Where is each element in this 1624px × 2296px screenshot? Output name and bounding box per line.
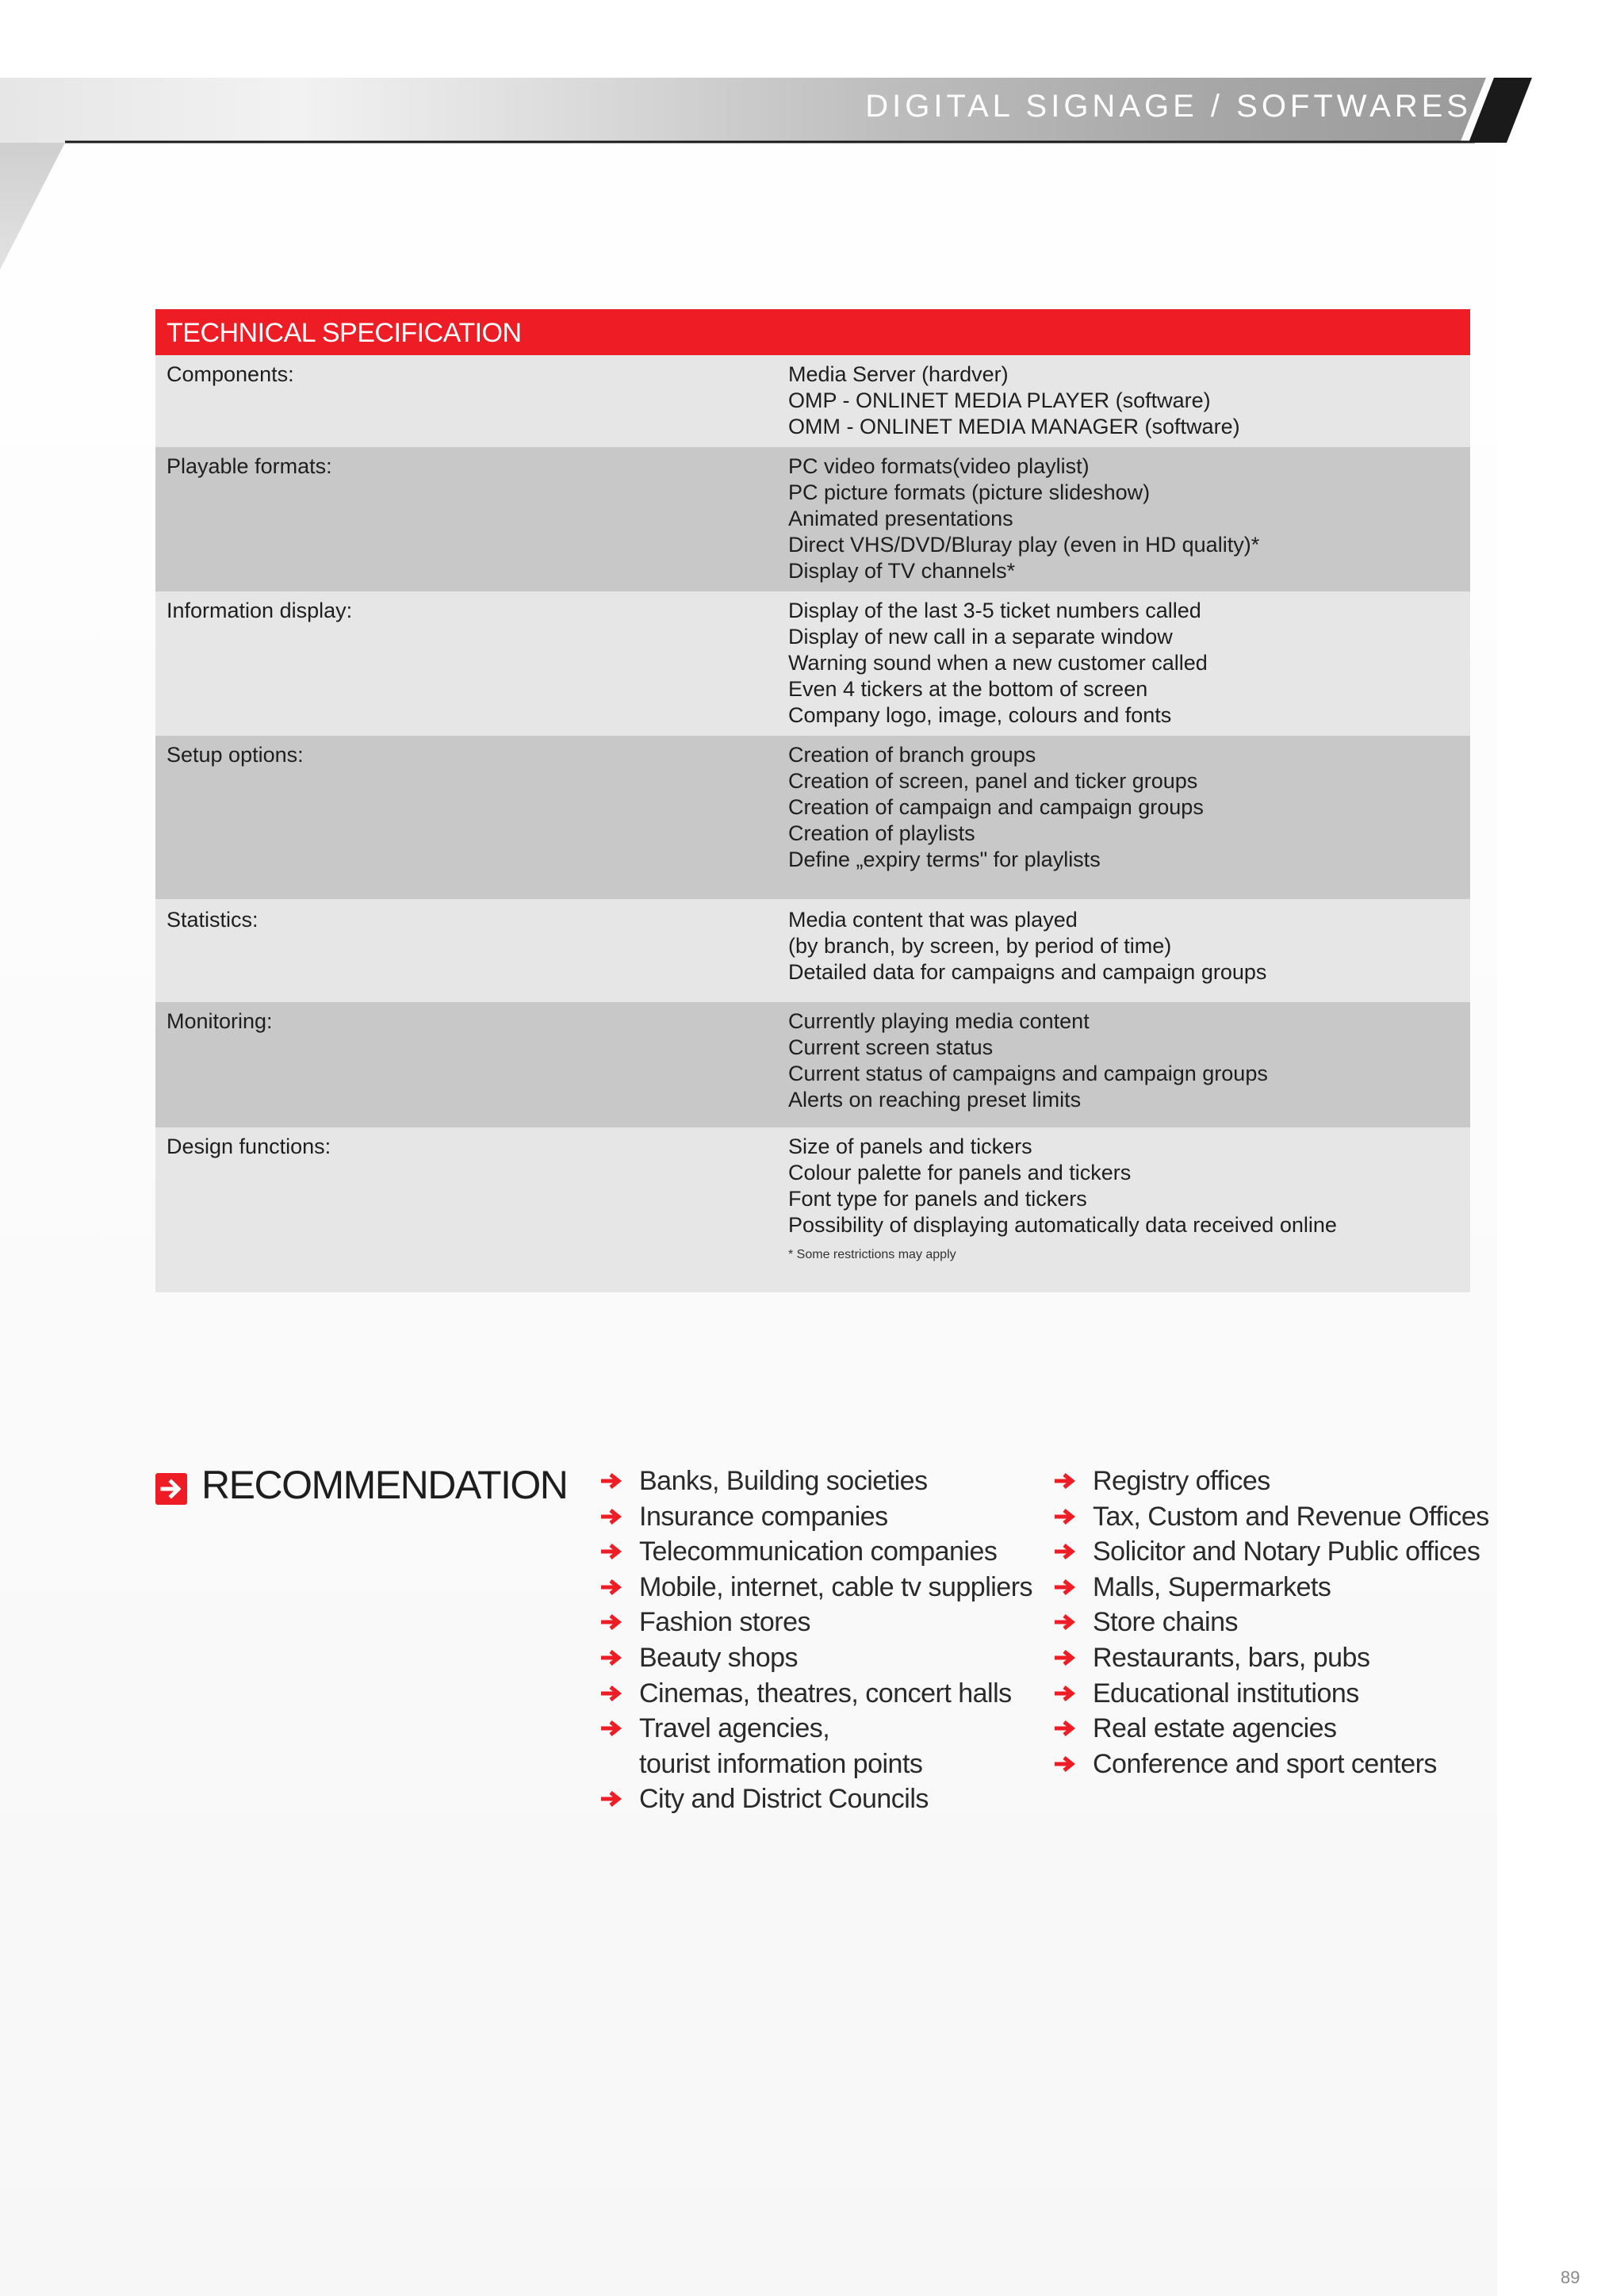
spec-row-playable-formats: [155, 447, 1470, 591]
spec-row-statistics: [155, 899, 1470, 1002]
list-item-label: Travel agencies,: [639, 1713, 830, 1744]
spec-value: Even 4 tickers at the bottom of screen: [788, 677, 1148, 701]
list-item-label: Tax, Custom and Revenue Offices: [1093, 1501, 1489, 1532]
spec-label: Components:: [167, 362, 294, 386]
spec-row-monitoring: [155, 1002, 1470, 1127]
arrow-right-icon: [599, 1613, 623, 1632]
spec-value: PC video formats(video playlist): [788, 454, 1090, 478]
spec-label: Monitoring:: [167, 1009, 273, 1033]
spec-value: Display of the last 3-5 ticket numbers called: [788, 599, 1201, 622]
list-item-label: Educational institutions: [1093, 1678, 1359, 1709]
list-item-label: Solicitor and Notary Public offices: [1093, 1536, 1480, 1567]
arrow-right-icon: [599, 1789, 623, 1808]
spec-row-design-functions: [155, 1127, 1470, 1292]
list-item: [599, 1640, 1032, 1676]
list-item-label: Cinemas, theatres, concert halls: [639, 1678, 1012, 1709]
arrow-right-icon: [599, 1684, 623, 1703]
arrow-right-icon: [1053, 1648, 1077, 1667]
list-item: [599, 1464, 1032, 1499]
list-item-label: Banks, Building societies: [639, 1466, 928, 1496]
arrow-right-icon: [1053, 1471, 1077, 1490]
spec-table: [155, 309, 1470, 1292]
spec-value: OMM - ONLINET MEDIA MANAGER (software): [788, 415, 1240, 438]
list-item: [1053, 1570, 1489, 1605]
spec-value: Creation of campaign and campaign groups: [788, 795, 1204, 819]
spec-row-information-display: [155, 591, 1470, 736]
spec-values: [788, 907, 1266, 985]
list-item: [1053, 1640, 1489, 1676]
page-number: 89: [1561, 2267, 1580, 2287]
arrow-right-icon: [599, 1507, 623, 1526]
arrow-right-icon: [1053, 1542, 1077, 1561]
list-item: [599, 1711, 1032, 1781]
list-item-label: Conference and sport centers: [1093, 1748, 1437, 1779]
list-item-label: City and District Councils: [639, 1784, 929, 1815]
spec-value: Current screen status: [788, 1035, 994, 1059]
spec-values: [788, 1008, 1268, 1113]
arrow-right-icon: [1053, 1755, 1077, 1774]
arrow-right-icon: [599, 1719, 623, 1738]
arrow-right-icon: [599, 1578, 623, 1597]
arrow-right-icon: [1053, 1507, 1077, 1526]
spec-values: [788, 453, 1259, 584]
spec-value: Animated presentations: [788, 507, 1013, 530]
recommendation-list-2: [1053, 1464, 1489, 1781]
spec-value: Company logo, image, colours and fonts: [788, 703, 1172, 727]
spec-value: Currently playing media content: [788, 1009, 1090, 1033]
recommendation-list-1: [599, 1464, 1032, 1817]
list-item-continuation: tourist information points: [639, 1748, 923, 1779]
list-item: [1053, 1747, 1489, 1782]
arrow-right-icon: [1053, 1719, 1077, 1738]
spec-value: Creation of screen, panel and ticker groups: [788, 769, 1198, 793]
spec-values: [788, 598, 1208, 729]
spec-value: Possibility of displaying automatically data received online: [788, 1213, 1337, 1237]
list-item: [1053, 1499, 1489, 1535]
spec-value: Current status of campaigns and campaign groups: [788, 1062, 1268, 1085]
spec-value: PC picture formats (picture slideshow): [788, 480, 1151, 504]
list-item: [599, 1499, 1032, 1535]
spec-value: Media content that was played: [788, 908, 1078, 932]
list-item-label: Telecommunication companies: [639, 1536, 998, 1567]
list-item: [1053, 1711, 1489, 1747]
spec-value: Alerts on reaching preset limits: [788, 1088, 1082, 1112]
arrow-right-icon: [1053, 1578, 1077, 1597]
spec-row-components: [155, 355, 1470, 447]
spec-label: Setup options:: [167, 743, 304, 767]
list-item: [1053, 1534, 1489, 1570]
arrow-right-icon: [155, 1473, 187, 1505]
list-item-label: Real estate agencies: [1093, 1713, 1337, 1744]
header-banner: [0, 0, 1624, 285]
spec-values: [788, 362, 1240, 440]
list-item-label: Registry offices: [1093, 1466, 1270, 1496]
list-item: [599, 1534, 1032, 1570]
spec-value: Creation of playlists: [788, 821, 975, 845]
list-item: [1053, 1676, 1489, 1712]
spec-value: Display of new call in a separate window: [788, 625, 1173, 649]
spec-value: Size of panels and tickers: [788, 1135, 1032, 1158]
spec-value: Direct VHS/DVD/Bluray play (even in HD quality)*: [788, 533, 1260, 557]
spec-label: Statistics:: [167, 908, 259, 932]
list-item-label: Mobile, internet, cable tv suppliers: [639, 1571, 1033, 1602]
arrow-right-icon: [599, 1542, 623, 1561]
spec-value: OMP - ONLINET MEDIA PLAYER (software): [788, 388, 1211, 412]
spec-value: Font type for panels and tickers: [788, 1187, 1087, 1211]
spec-value: Media Server (hardver): [788, 362, 1009, 386]
list-item: [599, 1605, 1032, 1640]
header-graphic: [0, 0, 1624, 285]
spec-value: Creation of branch groups: [788, 743, 1036, 767]
spec-value: Display of TV channels*: [788, 559, 1016, 583]
list-item-label: Fashion stores: [639, 1607, 810, 1638]
arrow-right-icon: [1053, 1613, 1077, 1632]
spec-label: Information display:: [167, 599, 353, 622]
list-item: [599, 1781, 1032, 1817]
list-item-label: Malls, Supermarkets: [1093, 1571, 1331, 1602]
list-item: [599, 1570, 1032, 1605]
right-margin: [1497, 0, 1624, 2296]
spec-values: [788, 1134, 1337, 1238]
spec-value: Detailed data for campaigns and campaign groups: [788, 960, 1267, 984]
footnote: * Some restrictions may apply: [788, 1248, 956, 1261]
arrow-right-icon: [599, 1648, 623, 1667]
spec-values: [788, 742, 1204, 873]
list-item-label: Restaurants, bars, pubs: [1093, 1642, 1370, 1673]
spec-heading: TECHNICAL SPECIFICATION: [155, 309, 1470, 355]
spec-label: Playable formats:: [167, 454, 332, 478]
spec-value: Warning sound when a new customer called: [788, 651, 1208, 675]
spec-label: Design functions:: [167, 1135, 331, 1158]
recommendation-title: RECOMMENDATION: [201, 1463, 568, 1507]
list-item: [599, 1676, 1032, 1712]
section-title: DIGITAL SIGNAGE / SOFTWARES: [865, 89, 1472, 124]
list-item-label: Store chains: [1093, 1607, 1238, 1638]
list-item: [1053, 1605, 1489, 1640]
spec-value: Define „expiry terms" for playlists: [788, 848, 1101, 871]
spec-value: Colour palette for panels and tickers: [788, 1161, 1132, 1184]
spec-value: (by branch, by screen, by period of time): [788, 934, 1172, 958]
list-item-label: Insurance companies: [639, 1501, 888, 1532]
spec-row-setup-options: [155, 736, 1470, 899]
arrow-right-icon: [599, 1471, 623, 1490]
arrow-right-icon: [1053, 1684, 1077, 1703]
list-item: [1053, 1464, 1489, 1499]
list-item-label: Beauty shops: [639, 1642, 799, 1673]
